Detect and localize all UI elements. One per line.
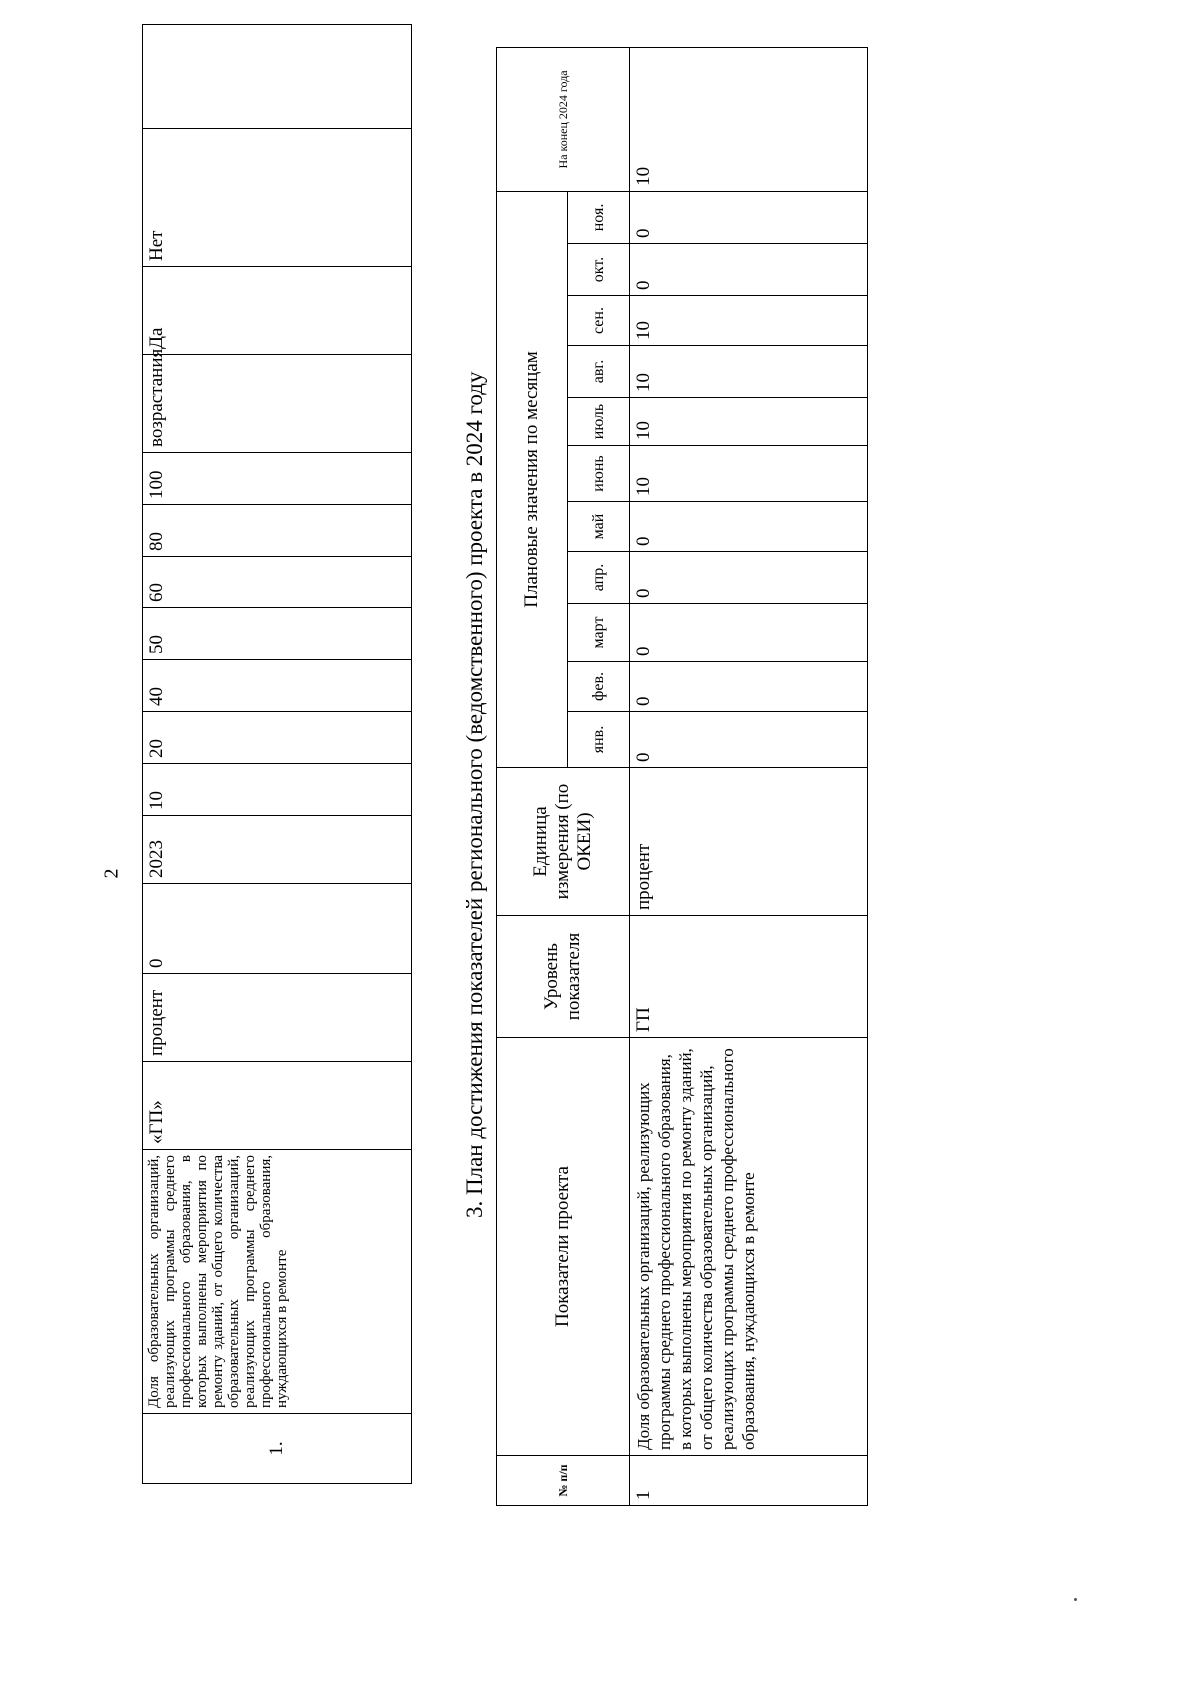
page-number: 2	[100, 868, 123, 879]
header-end-of-year: На конец 2024 года	[497, 47, 630, 191]
month-value-cell: 0	[630, 712, 868, 768]
section-title: 3. План достижения показателей регионального (ведомственного) проекта в 2024 году	[462, 371, 487, 1218]
month-value-cell: 0	[630, 604, 868, 662]
year-value-cell: 10	[143, 764, 412, 816]
indicator-description: Доля образовательных организаций, реализующих программы среднего профессионального образования, в которых выполнены мероприятия по ремонту зданий, от общего количества образовательных организаций, реализующих программы среднего профессионального образования, нуждающихся в ремонте	[143, 1150, 412, 1414]
indicator-description: Доля образовательных организаций, реализующих программы среднего профессионального образования, в которых выполнены мероприятия по ремонту зданий, от общего количества образовательных организаций, реализующих программы среднего профессионального образования, нуждающихся в ремонте	[630, 1038, 868, 1456]
header-month: июнь	[568, 446, 630, 502]
unit-cell: процент	[630, 768, 868, 916]
header-month: окт.	[568, 244, 630, 296]
indicators-table-continuation	[142, 24, 412, 1484]
row-number: 1	[630, 1456, 868, 1506]
month-value-cell: 10	[630, 398, 868, 446]
month-value-cell: 0	[630, 552, 868, 604]
year-value-cell: 50	[143, 608, 412, 660]
header-month: фев.	[568, 662, 630, 712]
header-month: апр.	[568, 552, 630, 604]
flag-yes-cell: Да	[143, 267, 412, 355]
end-of-year-cell: 10	[630, 47, 868, 191]
scan-speck	[1074, 1598, 1077, 1601]
header-indicator: Показатели проекта	[497, 1038, 630, 1456]
year-value-cell: 40	[143, 660, 412, 712]
month-value-cell: 0	[630, 244, 868, 296]
month-value-cell: 0	[630, 502, 868, 552]
trend-cell: возрастания	[143, 355, 412, 453]
header-month: сен.	[568, 296, 630, 346]
month-value-cell: 10	[630, 296, 868, 346]
plan-table	[496, 47, 868, 1506]
indicator-level: ГП	[630, 916, 868, 1038]
indicator-level: «ГП»	[143, 1062, 412, 1150]
flag-no-cell: Нет	[143, 129, 412, 267]
year-value-cell: 80	[143, 505, 412, 557]
header-month: март	[568, 604, 630, 662]
base-year-cell: 2023	[143, 816, 412, 884]
year-value-cell: 20	[143, 712, 412, 764]
header-unit: Единица измерения (по ОКЕИ)	[497, 768, 630, 916]
month-value-cell: 10	[630, 346, 868, 398]
header-month: авг.	[568, 346, 630, 398]
header-monthly: Плановые значения по месяцам	[497, 191, 568, 767]
row-number: 1.	[143, 1414, 412, 1484]
header-num: № п/п	[497, 1456, 630, 1506]
header-month: июль	[568, 398, 630, 446]
table-row	[630, 47, 868, 1505]
table-header-row	[497, 47, 568, 1505]
header-month: май	[568, 502, 630, 552]
header-month: ноя.	[568, 191, 630, 243]
month-value-cell: 0	[630, 191, 868, 243]
unit-cell: процент	[143, 974, 412, 1062]
base-value-cell: 0	[143, 884, 412, 974]
header-level: Уровень показателя	[497, 916, 630, 1038]
month-value-cell: 0	[630, 662, 868, 712]
extra-cell	[143, 25, 412, 129]
year-value-cell: 60	[143, 557, 412, 608]
table-row	[143, 25, 412, 1484]
year-value-cell: 100	[143, 453, 412, 505]
header-month: янв.	[568, 712, 630, 768]
month-value-cell: 10	[630, 446, 868, 502]
